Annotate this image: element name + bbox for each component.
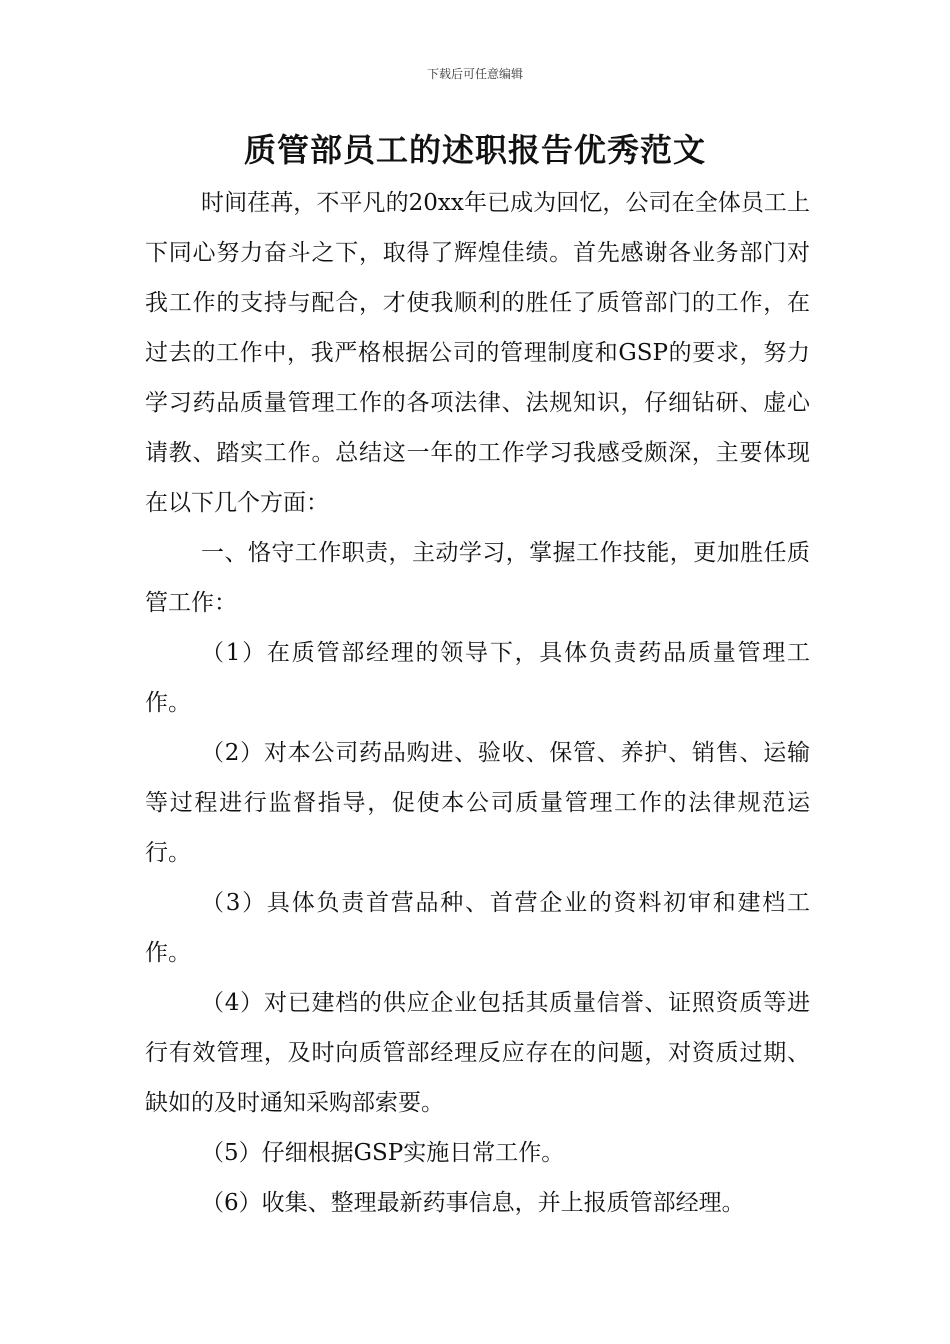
document-body [145, 178, 810, 1228]
paragraph-item-4: （4）对已建档的供应企业包括其质量信誉、证照资质等进行有效管理，及时向质管部经理反应存在的问题，对资质过期、缺如的及时通知采购部索要。 [145, 990, 810, 1116]
paragraph-intro: 时间荏苒，不平凡的20xx年已成为回忆，公司在全体员工上下同心努力奋斗之下，取得了辉煌佳绩。首先感谢各业务部门对我工作的支持与配合，才使我顺利的胜任了质管部门的工作，在过去的工作中，我严格根据公司的管理制度和GSP的要求，努力学习药品质量管理工作的各项法律、法规知识，仔细钻研、虚心请教、踏实工作。总结这一年的工作学习我感受颇深，主要体现在以下几个方面： [145, 190, 810, 516]
document-title: 质管部员工的述职报告优秀范文 [243, 131, 706, 169]
header-note: 下载后可任意编辑 [426, 67, 523, 81]
paragraph-section-1: 一、恪守工作职责，主动学习，掌握工作技能，更加胜任质管工作： [145, 540, 810, 616]
paragraph-item-2: （2）对本公司药品购进、验收、保管、养护、销售、运输等过程进行监督指导，促使本公司质量管理工作的法律规范运行。 [145, 740, 810, 866]
paragraph-item-5: （5）仔细根据GSP实施日常工作。 [201, 1140, 565, 1166]
paragraph-item-1: （1）在质管部经理的领导下，具体负责药品质量管理工作。 [145, 640, 810, 716]
paragraph-item-6: （6）收集、整理最新药事信息，并上报质管部经理。 [201, 1190, 745, 1216]
paragraph-item-3: （3）具体负责首营品种、首营企业的资料初审和建档工作。 [145, 890, 810, 966]
